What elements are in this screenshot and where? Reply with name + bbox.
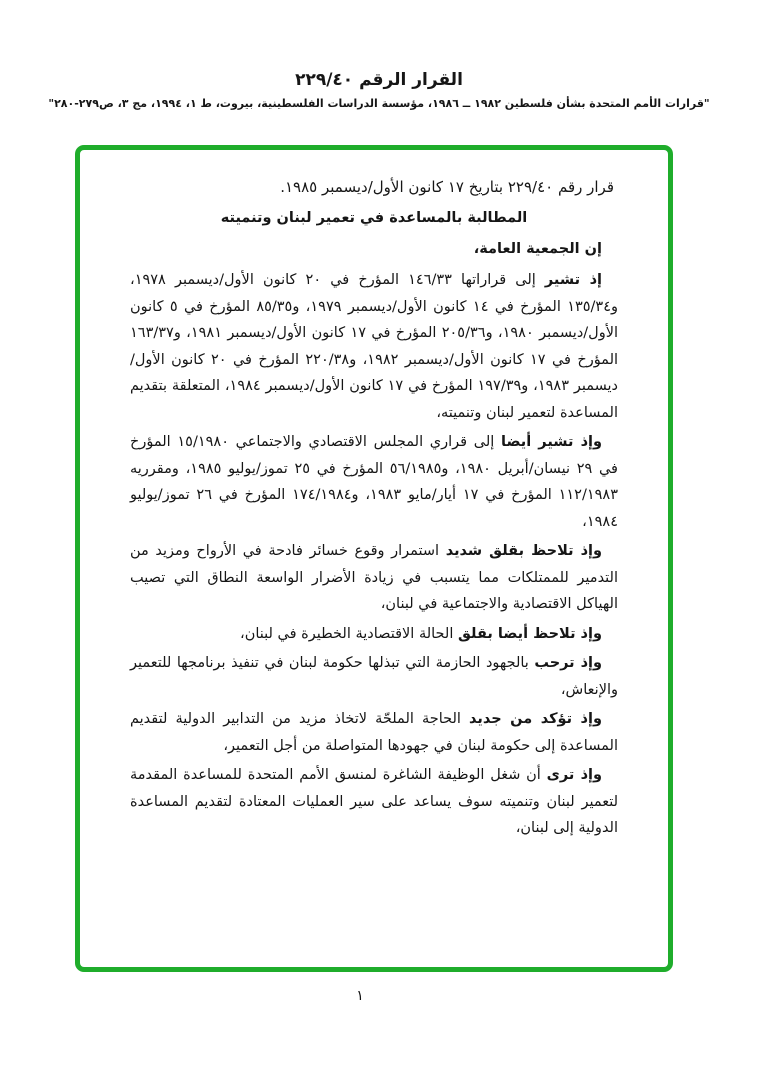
paragraph-lead-phrase: وإذ تلاحظ بقلق شديد [445,543,602,559]
paragraph-lead-phrase: إذ تشير [544,272,602,288]
paragraph-body-text: الحاجة الملحّة لاتخاذ مزيد من التدابير الدولية لتقديم المساعدة إلى حكومة لبنان في جهودها المتواصلة من أجل التعمير، [130,711,618,754]
resolution-opening-line: إن الجمعية العامة، [473,241,602,257]
paragraph-lead-phrase: وإذ ترى [546,767,602,783]
preamble-paragraph [130,762,618,842]
paragraph-lead-phrase: وإذ تؤكد من جديد [469,711,602,727]
preamble-paragraph [130,621,618,648]
resolution-subject-line: المطالبة بالمساعدة في تعمير لبنان وتنميته [220,210,528,226]
preamble-paragraph [130,429,618,535]
paragraph-body-text: الحالة الاقتصادية الخطيرة في لبنان، [240,625,458,642]
paragraph-body-text: بالجهود الحازمة التي تبذلها حكومة لبنان في تنفيذ برنامجها للتعمير والإنعاش، [130,655,618,698]
source-citation-line: "قرارات الأمم المتحدة بشأن فلسطين ١٩٨٢ ــ ١٩٨٦، مؤسسة الدراسات الفلسطينية، بيروت، ط ١، ١٩٩٤، مج ٣، ص٢٧٩-٢٨٠" [48,97,710,110]
paragraph-lead-phrase: وإذ تلاحظ أيضا بقلق [457,625,602,642]
paragraph-lead-phrase: وإذ تشير أيضا [501,434,602,450]
preamble-paragraph [130,650,618,703]
page-header [0,70,758,110]
preamble-paragraph [130,706,618,759]
paragraph-lead-phrase: وإذ ترحب [534,655,602,671]
paragraph-body-text: استمرار وقوع خسائر فادحة في الأرواح ومزيد من التدمير للممتلكات مما يتسبب في زيادة الأضرار الواسعة النطاق التي تصيب الهياكل الاقتصادية والاجتماعية في لبنان، [130,543,618,612]
resolution-green-box [75,145,673,972]
resolution-number-title: القرار الرقم ٢٢٩/٤٠ [295,70,463,90]
preamble-paragraph [130,267,618,426]
preamble-paragraph [130,538,618,618]
paragraph-body-text: إلى قراراتها ١٤٦/٣٣ المؤرخ في ٢٠ كانون الأول/ديسمبر ١٩٧٨، و١٣٥/٣٤ المؤرخ في ١٤ كانون الأول/ديسمبر ١٩٧٩، و٨٥/٣٥ المؤرخ في ٥ كانون الأول/ديسمبر ١٩٨٠، و٢٠٥/٣٦ المؤرخ في ١٧ كانون الأول/ديسمبر ١٩٨١، و١٦٣/٣٧ المؤرخ في ١٧ كانون الأول/ديسمبر ١٩٨٢، و٢٢٠/٣٨ المؤرخ في ٢٠ كانون الأول/ديسمبر ١٩٨٣، و١٩٧/٣٩ المؤرخ في ١٧ كانون الأول/ديسمبر ١٩٨٤، المتعلقة بتقديم المساعدة لتعمير لبنان وتنميته، [130,272,619,421]
paragraph-body-text: إلى قراري المجلس الاقتصادي والاجتماعي ١٥/١٩٨٠ المؤرخ في ٢٩ نيسان/أبريل ١٩٨٠، و٥٦/١٩٨٥ المؤرخ في ٢٥ تموز/يوليو ١٩٨٥، ومقرريه ١١٢/١٩٨٣ المؤرخ في ١٧ أيار/مايو ١٩٨٣، و١٧٤/١٩٨٤ المؤرخ في ٢٦ تموز/يوليو ١٩٨٤، [130,434,618,530]
resolution-heading-line: قرار رقم ٢٢٩/٤٠ بتاريخ ١٧ كانون الأول/ديسمبر ١٩٨٥. [280,178,614,196]
preamble-paragraphs [130,267,618,842]
page-number: ١ [356,988,364,1004]
paragraph-body-text: أن شغل الوظيفة الشاغرة لمنسق الأمم المتحدة للمساعدة المقدمة لتعمير لبنان وتنميته سوف يساعد على سير العمليات المعتادة لتقديم المساعدة الدولية إلى لبنان، [130,767,618,836]
